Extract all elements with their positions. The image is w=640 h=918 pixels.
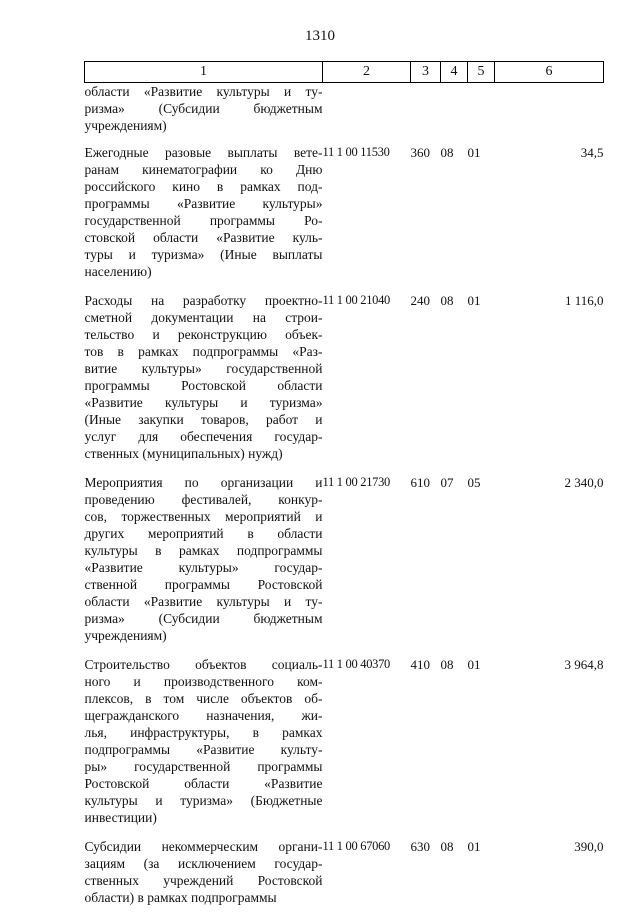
target-code: 11 1 00 21040 xyxy=(323,292,411,474)
description-line: зациям (за исключением государ- xyxy=(85,855,323,872)
row-description xyxy=(85,292,323,474)
description-line: проведению фестивалей, конкур- xyxy=(85,491,323,508)
column-header-1: 1 xyxy=(85,62,323,83)
description-line: ственной программы Ростовской xyxy=(85,576,323,593)
description-line: тельство и реконструкцию объек- xyxy=(85,326,323,343)
amount: 3 964,8 xyxy=(495,656,604,838)
description-line: туры и туризма» (Иные выплаты xyxy=(85,246,323,263)
description-line: ственных учреждений Ростовской xyxy=(85,872,323,889)
expense-type: 610 xyxy=(411,474,441,656)
target-code: 11 1 00 67060 xyxy=(323,838,411,918)
empty-cell xyxy=(411,83,441,145)
description-line: подпрограммы «Развитие культу- xyxy=(85,741,323,758)
description-line: учреждениям) xyxy=(85,117,323,134)
empty-cell xyxy=(468,83,495,145)
description-line: Ежегодные разовые выплаты вете- xyxy=(85,144,323,161)
description-line: учреждениям) xyxy=(85,627,323,644)
description-line: населению) xyxy=(85,263,323,280)
table-body xyxy=(85,83,604,918)
description-line: инвестиции) xyxy=(85,809,323,826)
description-line: программы Ростовской области xyxy=(85,377,323,394)
table-row xyxy=(85,656,604,838)
description-line: российского кино в рамках под- xyxy=(85,178,323,195)
table-row-continuation xyxy=(85,83,604,145)
expense-type: 410 xyxy=(411,656,441,838)
subsection-code: 01 xyxy=(468,292,495,474)
description-line: Мероприятия по организации и xyxy=(85,474,323,491)
amount: 390,0 xyxy=(495,838,604,918)
amount: 1 116,0 xyxy=(495,292,604,474)
column-header-6: 6 xyxy=(495,62,604,83)
expense-type: 360 xyxy=(411,144,441,292)
description-line: витие культуры» государственной xyxy=(85,360,323,377)
table-row xyxy=(85,292,604,474)
description-line: щегражданского назначения, жи- xyxy=(85,707,323,724)
target-code: 11 1 00 21730 xyxy=(323,474,411,656)
description-line: услуг для обеспечения государ- xyxy=(85,428,323,445)
description-line: государственной программы Ро- xyxy=(85,212,323,229)
subsection-code: 01 xyxy=(468,838,495,918)
empty-cell xyxy=(495,83,604,145)
description-line: культуры в рамках подпрограммы xyxy=(85,542,323,559)
description-line: программы «Развитие культуры» xyxy=(85,195,323,212)
description-line: ризма» (Субсидии бюджетным xyxy=(85,610,323,627)
column-header-2: 2 xyxy=(323,62,411,83)
description-line: «Развитие культуры и туризма» xyxy=(85,394,323,411)
description-line: Строительство объектов социаль- xyxy=(85,656,323,673)
description-line: ного и производственного ком- xyxy=(85,673,323,690)
description-line: ранам кинематографии ко Дню xyxy=(85,161,323,178)
amount: 2 340,0 xyxy=(495,474,604,656)
subsection-code: 01 xyxy=(468,144,495,292)
table-row xyxy=(85,474,604,656)
empty-cell xyxy=(441,83,468,145)
table-header xyxy=(85,62,604,83)
section-code: 08 xyxy=(441,144,468,292)
table-row xyxy=(85,838,604,918)
row-description xyxy=(85,144,323,292)
row-description xyxy=(85,838,323,918)
row-description xyxy=(85,83,323,145)
subsection-code: 05 xyxy=(468,474,495,656)
subsection-code: 01 xyxy=(468,656,495,838)
expense-type: 240 xyxy=(411,292,441,474)
description-line: стовской области «Развитие куль- xyxy=(85,229,323,246)
description-line: сметной документации на строи- xyxy=(85,309,323,326)
section-code: 08 xyxy=(441,292,468,474)
description-line: Расходы на разработку проектно- xyxy=(85,292,323,309)
expense-type: 630 xyxy=(411,838,441,918)
description-line: ственных (муниципальных) нужд) xyxy=(85,445,323,462)
description-line: ры» государственной программы xyxy=(85,758,323,775)
description-line: других мероприятий в области xyxy=(85,525,323,542)
row-description xyxy=(85,474,323,656)
description-line: области «Развитие культуры и ту- xyxy=(85,83,323,100)
table-row xyxy=(85,144,604,292)
budget-table xyxy=(84,61,604,918)
amount: 34,5 xyxy=(495,144,604,292)
column-header-4: 4 xyxy=(441,62,468,83)
description-line: лья, инфраструктуры, в рамках xyxy=(85,724,323,741)
column-header-3: 3 xyxy=(411,62,441,83)
description-line: плексов, в том числе объектов об- xyxy=(85,690,323,707)
row-description xyxy=(85,656,323,838)
description-line: тов в рамках подпрограммы «Раз- xyxy=(85,343,323,360)
section-code: 08 xyxy=(441,838,468,918)
description-line: области) в рамках подпрограммы xyxy=(85,889,323,906)
section-code: 07 xyxy=(441,474,468,656)
page-number: 1310 xyxy=(0,28,640,45)
section-code: 08 xyxy=(441,656,468,838)
description-line: ризма» (Субсидии бюджетным xyxy=(85,100,323,117)
description-line: Субсидии некоммерческим органи- xyxy=(85,838,323,855)
description-line: Ростовской области «Развитие xyxy=(85,775,323,792)
target-code: 11 1 00 11530 xyxy=(323,144,411,292)
description-line: области «Развитие культуры и ту- xyxy=(85,593,323,610)
column-header-5: 5 xyxy=(468,62,495,83)
description-line: культуры и туризма» (Бюджетные xyxy=(85,792,323,809)
description-line: сов, торжественных мероприятий и xyxy=(85,508,323,525)
target-code: 11 1 00 40370 xyxy=(323,656,411,838)
description-line: «Развитие культуры» государ- xyxy=(85,559,323,576)
description-line: (Иные закупки товаров, работ и xyxy=(85,411,323,428)
empty-cell xyxy=(323,83,411,145)
